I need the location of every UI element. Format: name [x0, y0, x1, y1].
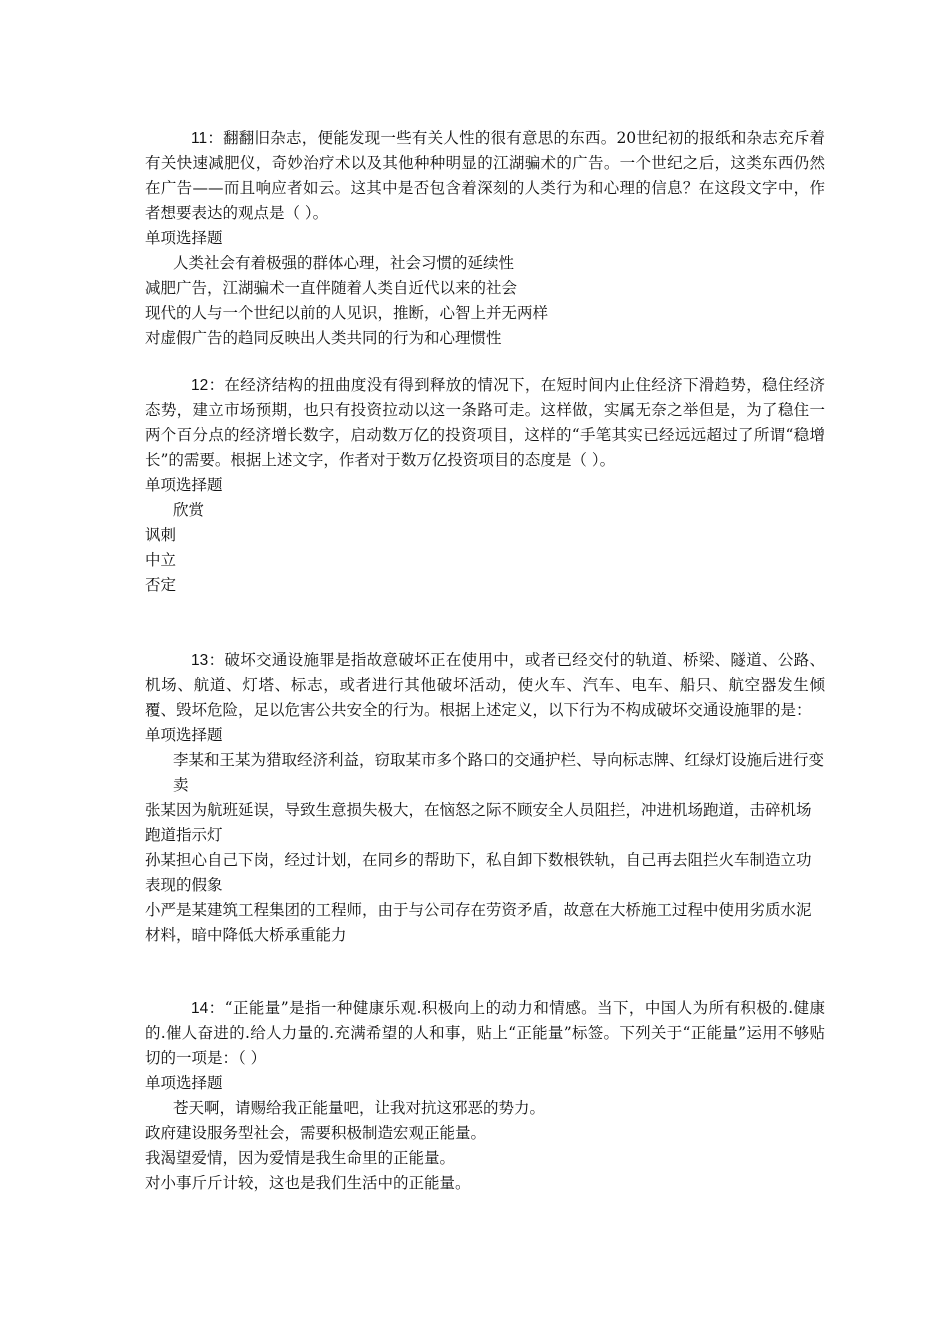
- option-a: 人类社会有着极强的群体心理，社会习惯的延续性: [173, 254, 515, 272]
- question-text: ：“正能量”是指一种健康乐观.积极向上的动力和情感。当下，中国人为所有积极的.健康的.催人奋进的.给人力量的.充满希望的人和事，贴上“正能量”标签。下列关于“正能量”运用不够贴切的一项是：（ ）: [145, 999, 825, 1067]
- option-b: 张某因为航班延误，导致生意损失极大，在恼怒之际不顾安全人员阻拦，冲进机场跑道，击碎机场跑道指示灯: [145, 801, 812, 844]
- question-type-label: 单项选择题: [145, 229, 223, 247]
- question-stem: [145, 648, 825, 723]
- option-b: 讽刺: [145, 526, 177, 544]
- option-a: 李某和王某为猎取经济利益，窃取某市多个路口的交通护栏、导向标志牌、红绿灯设施后进行变卖: [173, 751, 825, 794]
- option-d: 否定: [145, 576, 177, 594]
- option-d: 对虚假广告的趋同反映出人类共同的行为和心理惯性: [145, 329, 502, 347]
- question-stem: [145, 373, 825, 473]
- option-c: 中立: [145, 551, 177, 569]
- question-number: 14: [191, 1000, 209, 1017]
- question-text: ：破坏交通设施罪是指故意破坏正在使用中，或者已经交付的轨道、桥梁、隧道、公路、机场、航道、灯塔、标志，或者进行其他破坏活动，使火车、汽车、电车、船只、航空器发生倾覆、毁坏危险，足以危害公共安全的行为。根据上述定义，以下行为不构成破坏交通设施罪的是：: [145, 651, 825, 719]
- option-d: 对小事斤斤计较，这也是我们生活中的正能量。: [145, 1174, 471, 1192]
- question-type-label: 单项选择题: [145, 726, 223, 744]
- question-text: ：翻翻旧杂志，便能发现一些有关人性的很有意思的东西。20世纪初的报纸和杂志充斥着有关快速减肥仪，奇妙治疗术以及其他种种明显的江湖骗术的广告。一个世纪之后，这类东西仍然在广告——而且响应者如云。这其中是否包含着深刻的人类行为和心理的信息？在这段文字中，作者想要表达的观点是（ ）。: [145, 129, 825, 222]
- option-c: 孙某担心自己下岗，经过计划，在同乡的帮助下，私自卸下数根铁轨，自己再去阻拦火车制造立功表现的假象: [145, 851, 812, 894]
- option-b: 减肥广告，江湖骗术一直伴随着人类自近代以来的社会: [145, 279, 518, 297]
- question-stem: [145, 126, 825, 226]
- question-13: [145, 648, 825, 948]
- question-type-label: 单项选择题: [145, 476, 223, 494]
- question-14: [145, 996, 825, 1196]
- question-number: 12: [191, 377, 209, 394]
- option-a: 欣赏: [173, 501, 205, 519]
- question-type-label: 单项选择题: [145, 1074, 223, 1092]
- question-12: [145, 373, 825, 598]
- option-b: 政府建设服务型社会，需要积极制造宏观正能量。: [145, 1124, 487, 1142]
- option-d: 小严是某建筑工程集团的工程师，由于与公司存在劳资矛盾，故意在大桥施工过程中使用劣质水泥材料，暗中降低大桥承重能力: [145, 901, 812, 944]
- option-c: 现代的人与一个世纪以前的人见识，推断，心智上并无两样: [145, 304, 549, 322]
- question-number: 11: [191, 130, 208, 147]
- question-stem: [145, 996, 825, 1071]
- option-c: 我渴望爱情，因为爱情是我生命里的正能量。: [145, 1149, 456, 1167]
- question-11: [145, 126, 825, 351]
- option-a: 苍天啊，请赐给我正能量吧，让我对抗这邪恶的势力。: [173, 1099, 546, 1117]
- question-text: ：在经济结构的扭曲度没有得到释放的情况下，在短时间内止住经济下滑趋势，稳住经济态势，建立市场预期，也只有投资拉动以这一条路可走。这样做，实属无奈之举但是，为了稳住一两个百分点的经济增长数字，启动数万亿的投资项目，这样的“手笔其实已经远远超过了所谓“稳增长”的需要。根据上述文字，作者对于数万亿投资项目的态度是（ ）。: [145, 376, 825, 469]
- question-number: 13: [191, 652, 209, 669]
